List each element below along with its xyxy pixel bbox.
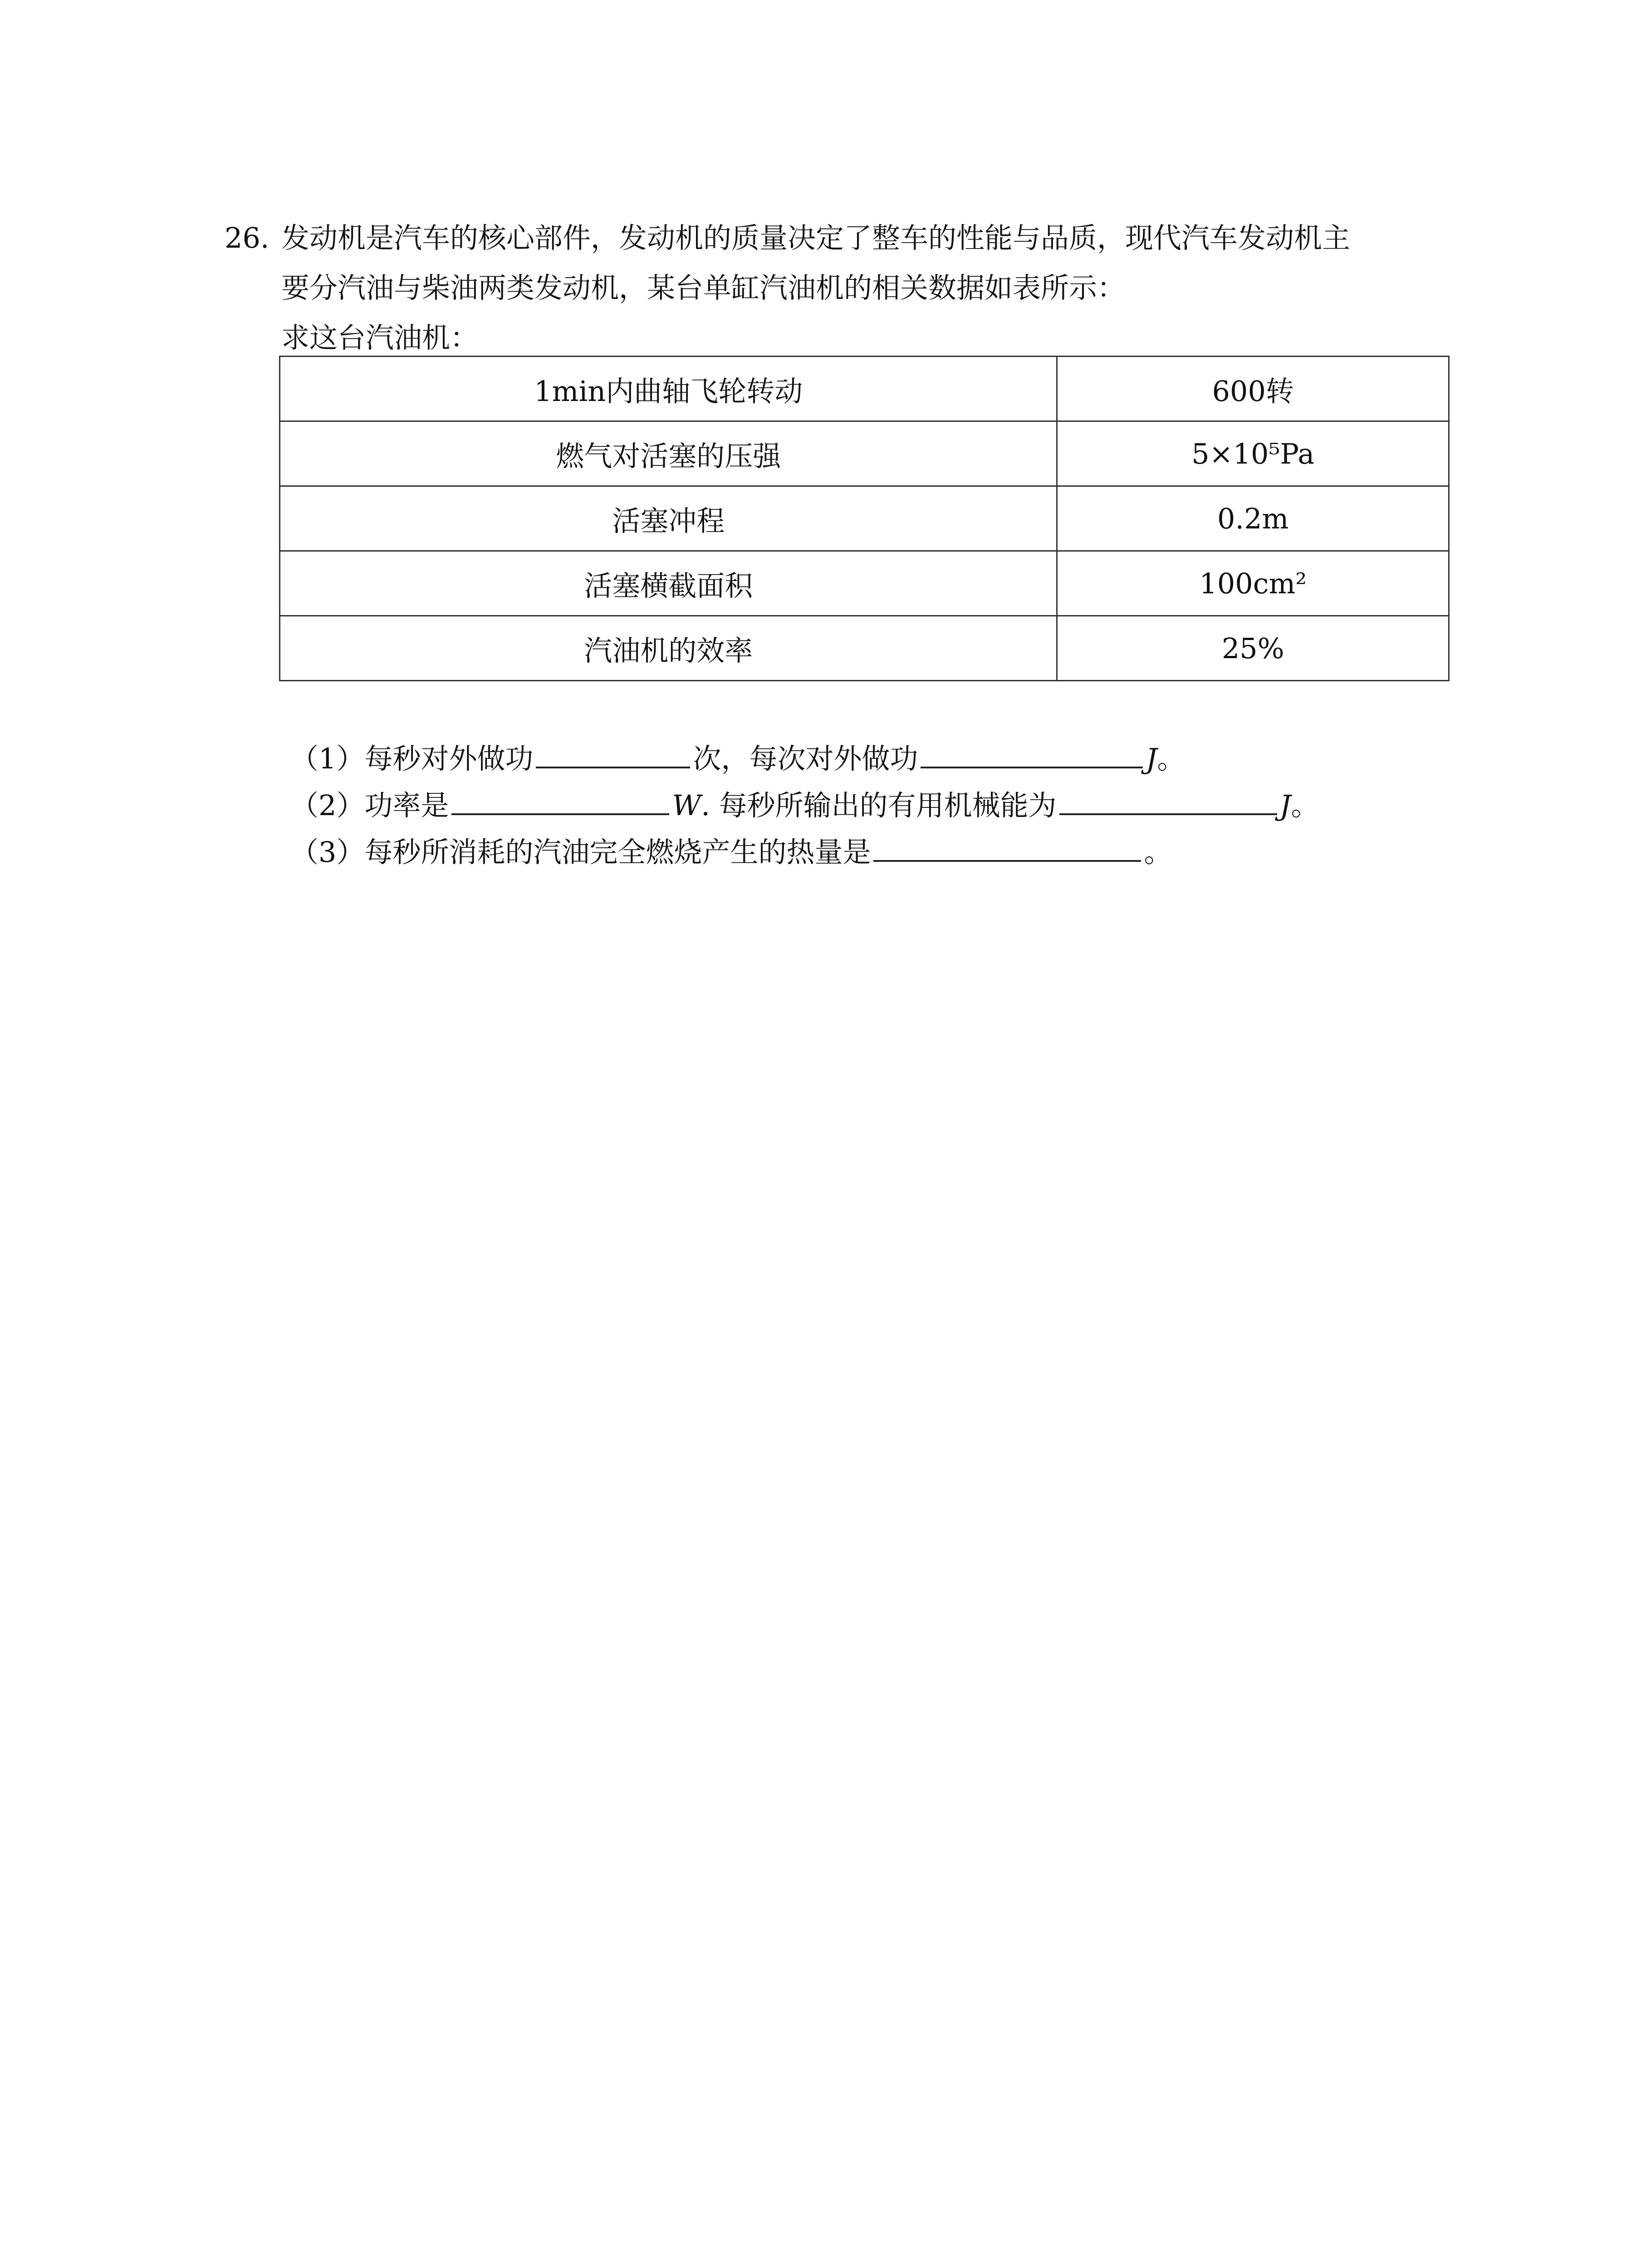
answer-blank-1b[interactable] (921, 735, 1143, 768)
table-row (280, 486, 1449, 551)
sub-question-2 (290, 782, 1319, 828)
table-cell-value: 5×10⁵Pa (1057, 421, 1449, 486)
table-row (280, 421, 1449, 486)
table-cell-label: 燃气对活塞的压强 (280, 421, 1057, 486)
question-line-1 (225, 213, 1450, 263)
sub-question-3 (290, 828, 1319, 875)
sub-question-2-text-b: . 每秒所输出的有用机械能为 (701, 789, 1057, 822)
table-row (280, 357, 1449, 421)
table-cell-label: 1min内曲轴飞轮转动 (280, 357, 1057, 421)
question-26 (225, 213, 1450, 363)
answer-blank-3[interactable] (873, 828, 1141, 862)
table-cell-label: 活塞横截面积 (280, 551, 1057, 616)
table-cell-value: 25% (1057, 616, 1449, 681)
unit-j: J (1279, 789, 1291, 822)
question-text-1: 发动机是汽车的核心部件，发动机的质量决定了整车的性能与品质，现代汽车发动机主 (281, 221, 1351, 254)
sub-question-2-text-a: （2）功率是 (290, 789, 449, 822)
answer-blank-2b[interactable] (1059, 782, 1277, 815)
table-cell-value: 600转 (1057, 357, 1449, 421)
table-cell-label: 汽油机的效率 (280, 616, 1057, 681)
unit-j: J (1146, 742, 1157, 775)
engine-data-table (279, 356, 1450, 681)
sub-question-3-text-a: （3）每秒所消耗的汽油完全燃烧产生的热量是 (290, 836, 871, 869)
sub-question-1-text-a: （1）每秒对外做功 (290, 742, 534, 775)
question-text-3: 求这台汽油机： (281, 321, 479, 354)
question-number: 26. (225, 221, 269, 254)
table-cell-label: 活塞冲程 (280, 486, 1057, 551)
answer-blank-1a[interactable] (536, 735, 690, 768)
sub-question-1 (290, 735, 1319, 782)
sub-questions (290, 735, 1319, 875)
table-row (280, 551, 1449, 616)
unit-w: W (672, 789, 701, 822)
period: 。 (1144, 836, 1172, 869)
table-cell-value: 100cm² (1057, 551, 1449, 616)
table-row (280, 616, 1449, 681)
question-text-2: 要分汽油与柴油两类发动机，某台单缸汽油机的相关数据如表所示： (281, 271, 1126, 304)
sub-question-1-text-b: 次，每次对外做功 (693, 742, 918, 775)
answer-blank-2a[interactable] (451, 782, 669, 815)
period: 。 (1291, 789, 1319, 822)
period: 。 (1157, 742, 1185, 775)
table-cell-value: 0.2m (1057, 486, 1449, 551)
